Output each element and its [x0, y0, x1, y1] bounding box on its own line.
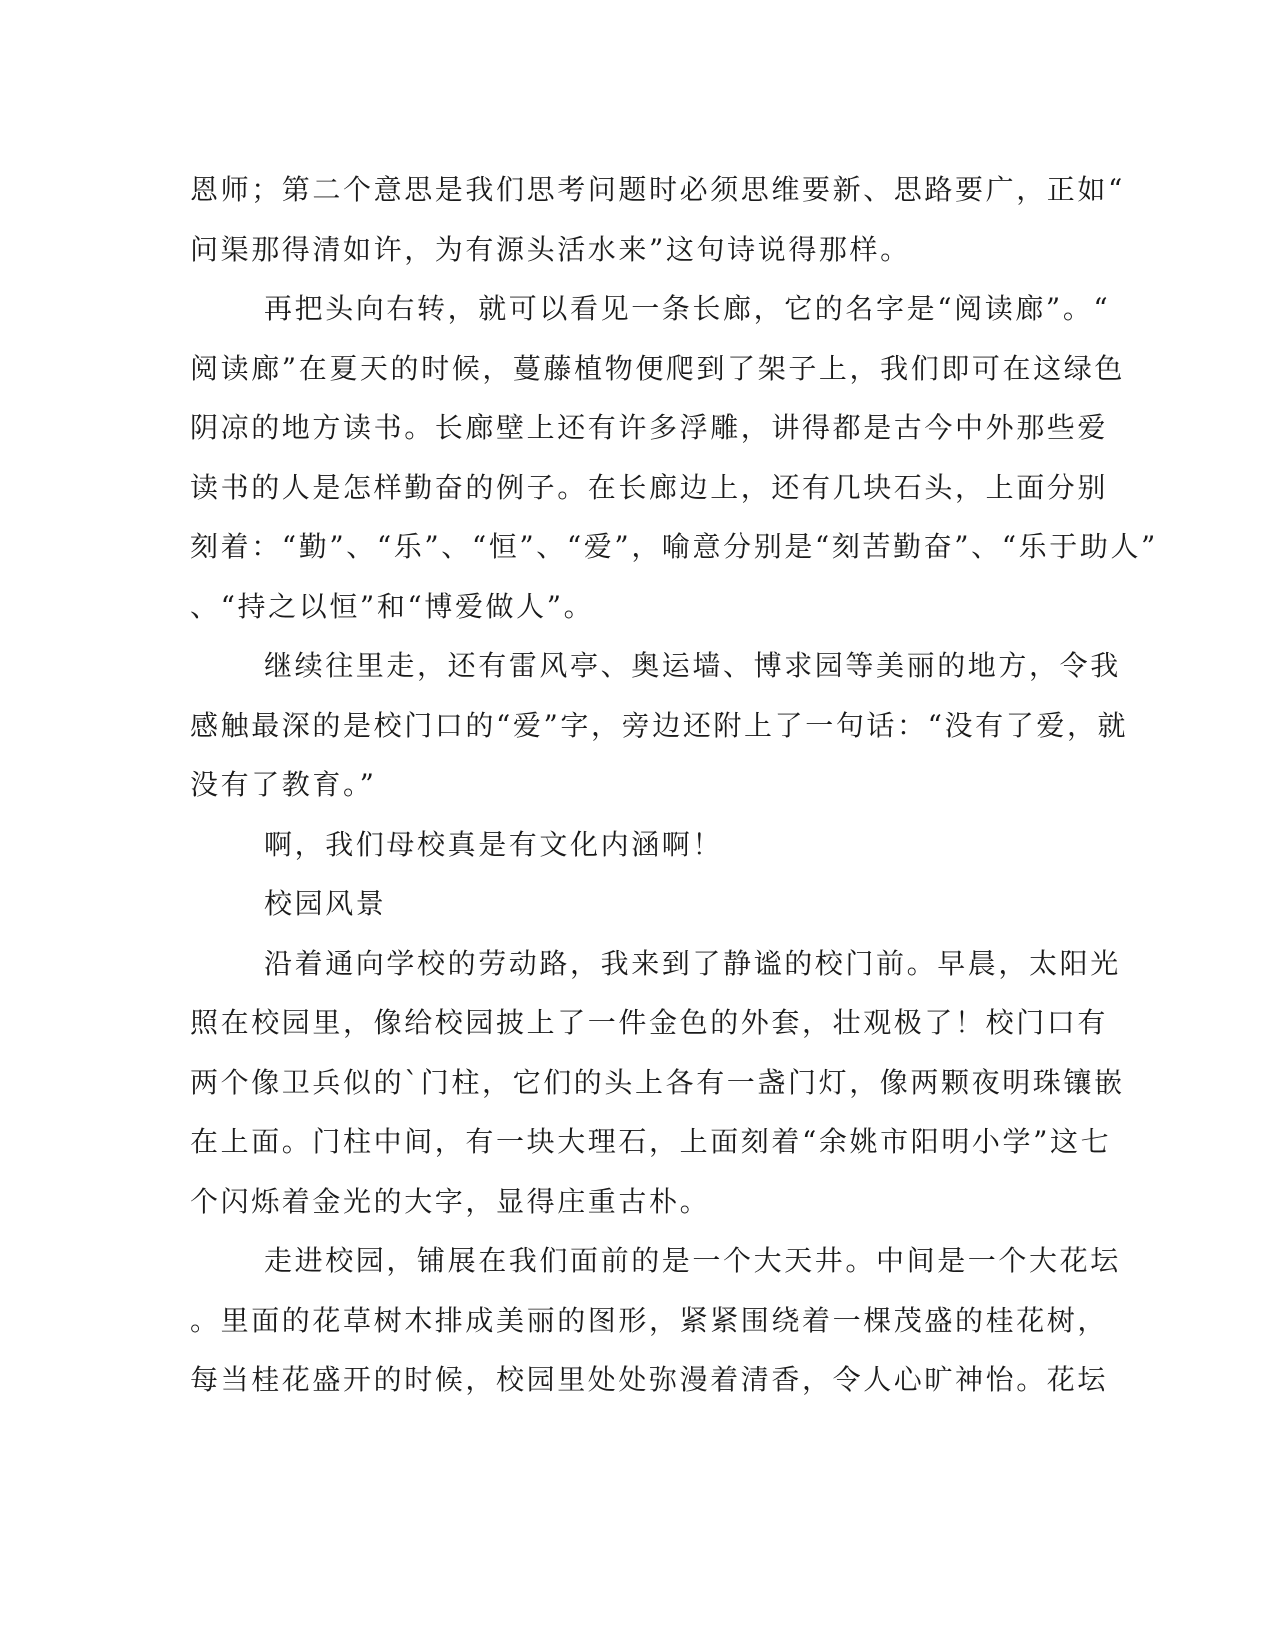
text-line: 读书的人是怎样勤奋的例子。在长廊边上，还有几块石头，上面分别: [190, 470, 1109, 504]
text-line: 在上面。门柱中间，有一块大理石，上面刻着“余姚市阳明小学”这七: [190, 1125, 1112, 1158]
text-line: 阴凉的地方读书。长廊壁上还有许多浮雕，讲得都是古今中外那些爱: [190, 411, 1109, 444]
paragraph-start-line: 走进校园，铺展在我们面前的是一个大天井。中间是一个大花坛: [264, 1244, 1121, 1277]
document-body: [190, 160, 1158, 1410]
text-line: 问渠那得清如许，为有源头活水来”这句诗说得那样。: [190, 232, 911, 266]
text-line: 每当桂花盛开的时候，校园里处处弥漫着清香，令人心旷神怡。花坛: [190, 1363, 1109, 1396]
text-line: 。里面的花草树木排成美丽的图形，紧紧围绕着一棵茂盛的桂花树，: [190, 1303, 1109, 1337]
text-line: 阅读廊”在夏天的时候，蔓藤植物便爬到了架子上，我们即可在这绿色: [190, 351, 1125, 385]
paragraph-start-line: 啊，我们母校真是有文化内涵啊！: [264, 827, 724, 861]
text-line: 没有了教育。”: [190, 768, 377, 801]
paragraph-start-line: 再把头向右转，就可以看见一条长廊，它的名字是“阅读廊”。“: [264, 292, 1111, 325]
paragraph-start-line: 继续往里走，还有雷风亭、奥运墙、博求园等美丽的地方，令我: [264, 649, 1121, 682]
section-heading: 校园风景: [264, 887, 387, 920]
text-line: 感触最深的是校门口的“爱”字，旁边还附上了一句话：“没有了爱，就: [190, 708, 1129, 742]
text-line: 个闪烁着金光的大字，显得庄重古朴。: [190, 1184, 711, 1218]
text-line: 照在校园里，像给校园披上了一件金色的外套，壮观极了！校门口有: [190, 1006, 1109, 1039]
text-line: 两个像卫兵似的`门柱，它们的头上各有一盏门灯，像两颗夜明珠镶嵌: [190, 1065, 1125, 1099]
text-line: 刻着：“勤”、“乐”、“恒”、“爱”，喻意分别是“刻苦勤奋”、“乐于助人”: [190, 530, 1158, 563]
paragraph-start-line: 沿着通向学校的劳动路，我来到了静谧的校门前。早晨，太阳光: [264, 946, 1121, 980]
text-line: 恩师；第二个意思是我们思考问题时必须思维要新、思路要广，正如“: [190, 173, 1125, 206]
text-line: 、“持之以恒”和“博爱做人”。: [190, 589, 595, 623]
